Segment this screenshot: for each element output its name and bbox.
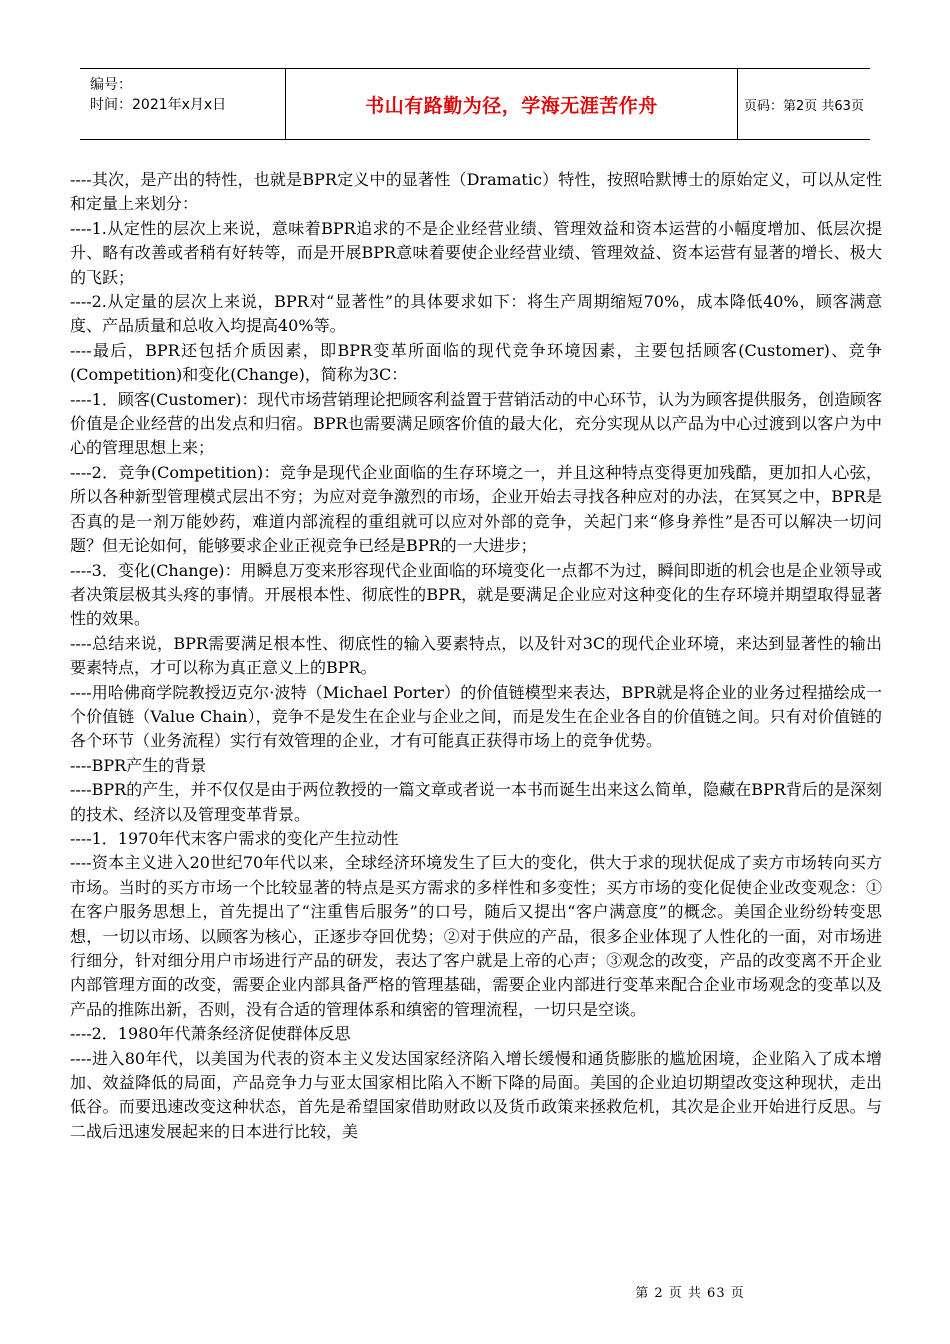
paragraph: ----1.从定性的层次上来说，意味着BPR追求的不是企业经营业绩、管理效益和资本运营的小幅度增加、低层次提升、略有改善或者稍有好转等，而是开展BPR意味着要使企业经营业绩、管理效益、资本运营有显著的增长、极大的飞跃； [70, 218, 882, 287]
paragraph: ----最后，BPR还包括介质因素，即BPR变革所面临的现代竞争环境因素，主要包括顾客(Customer)、竞争(Competition)和变化(Change)，简称为3C： [70, 340, 882, 385]
section-heading: ----2．1980年代萧条经济促使群体反思 [70, 1024, 351, 1044]
paragraph: ----1．顾客(Customer)：现代市场营销理论把顾客利益置于营销活动的中心环节，认为为顾客提供服务，创造顾客价值是企业经营的出发点和归宿。BPR也需要满足顾客价值的最大化，充分实现从以产品为中心过渡到以客户为中心的管理思想上来； [70, 389, 882, 458]
header-page-cell [738, 69, 870, 139]
paragraph: ----2.从定量的层次上来说，BPR对“显著性”的具体要求如下：将生产周期缩短70%，成本降低40%，顾客满意度、产品质量和总收入均提高40%等。 [70, 292, 882, 336]
paragraph: ----3．变化(Change)：用瞬息万变来形容现代企业面临的环境变化一点都不为过，瞬间即逝的机会也是企业领导或者决策层极其头疼的事情。开展根本性、彻底性的BPR，就是要满足企业应对这种变化的生存环境并期望取得显著性的效果。 [70, 560, 882, 629]
paragraph: ----总结来说，BPR需要满足根本性、彻底性的输入要素特点，以及针对3C的现代企业环境，来达到显著性的输出要素特点，才可以称为真正意义上的BPR。 [70, 633, 882, 678]
header-info-cell [80, 69, 286, 139]
header-slogan: 书山有路勤为径，学海无涯苦作舟 [365, 94, 658, 117]
paragraph: ----BPR的产生，并不仅仅是由于两位教授的一篇文章或者说一本书而诞生出来这么简单，隐藏在BPR背后的是深刻的技术、经济以及管理变革背景。 [70, 780, 882, 824]
paragraph: ----其次，是产出的特性，也就是BPR定义中的显著性（Dramatic）特性，按照哈默博士的原始定义，可以从定性和定量上来划分： [70, 170, 882, 214]
section-heading: ----BPR产生的背景 [70, 755, 207, 775]
paragraph: ----进入80年代，以美国为代表的资本主义发达国家经济陷入增长缓慢和通货膨胀的尴尬困境，企业陷入了成本增加、效益降低的局面，产品竞争力与亚太国家相比陷入不断下降的局面。美国的企业迫切期望改变这种现状，走出低谷。而要迅速改变这种状态，首先是希望国家借助财政以及货币政策来拯救危机，其次是企业开始进行反思。与二战后迅速发展起来的日本进行比较，美 [70, 1048, 882, 1141]
section-heading: ----1．1970年代末客户需求的变化产生拉动性 [70, 828, 399, 848]
document-body [70, 168, 882, 1144]
paragraph: ----用哈佛商学院教授迈克尔·波特（Michael Porter）的价值链模型来表达，BPR就是将企业的业务过程描绘成一个价值链（Value Chain），竞争不是发生在企业与企业之间，而是发生在企业各自的价值链之间。只有对价值链的各个环节（业务流程）实行有效管理的企业，才有可能真正获得市场上的竞争优势。 [70, 682, 882, 751]
paragraph: ----资本主义进入20世纪70年代以来，全球经济环境发生了巨大的变化，供大于求的现状促成了卖方市场转向买方市场。当时的买方市场一个比较显著的特点是买方需求的多样性和多变性；买方市场的变化促使企业改变观念：①在客户服务思想上，首先提出了“注重售后服务”的口号，随后又提出“客户满意度”的概念。美国企业纷纷转变思想，一切以市场、以顾客为核心，正逐步夺回优势；②对于供应的产品，很多企业体现了人性化的一面，对市场进行细分，针对细分用户市场进行产品的研发，表达了客户就是上帝的心声；③观念的改变，产品的改变离不开企业内部管理方面的改变，需要企业内部具备严格的管理基础，需要企业内部进行变革来配合企业市场观念的变革以及产品的推陈出新，否则，没有合适的管理体系和缜密的管理流程，一切只是空谈。 [70, 853, 882, 1019]
header-page-code: 页码：第2页 共63页 [744, 98, 864, 114]
paragraph: ----2．竞争(Competition)：竞争是现代企业面临的生存环境之一，并且这种特点变得更加残酷，更加扣人心弦，所以各种新型管理模式层出不穷；为应对竞争激烈的市场，企业开始去寻找各种应对的办法，在冥冥之中，BPR是否真的是一剂万能妙药，难道内部流程的重组就可以应对外部的竞争，关起门来“修身养性”是否可以解决一切问题？但无论如何，能够要求企业正视竞争已经是BPR的一大进步； [70, 462, 882, 556]
header-slogan-cell [286, 69, 738, 139]
document-header [80, 68, 870, 140]
document-number-label: 编号： [90, 77, 132, 93]
document-time-label: 时间：2021年x月x日 [90, 97, 227, 113]
page-footer: 第 2 页 共 63 页 [635, 1286, 745, 1301]
